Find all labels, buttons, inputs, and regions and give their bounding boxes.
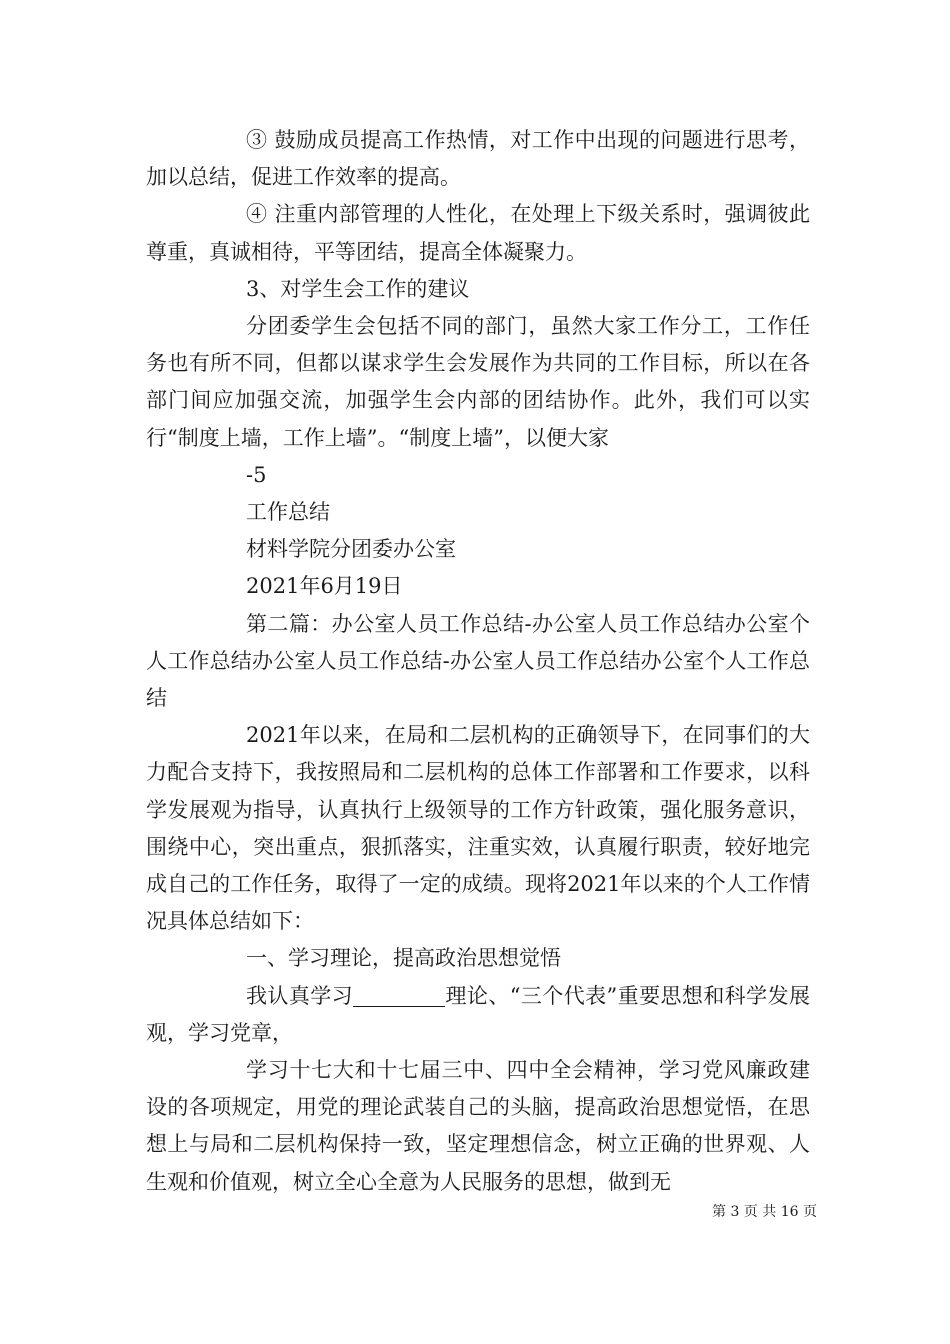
section-two-title: 第二篇：办公室人员工作总结-办公室人员工作总结办公室个人工作总结办公室人员工作总结-办公室人员工作总结办公室个人工作总结 [146,611,810,711]
paragraph-intro-2021: 2021年以来，在局和二层机构的正确领导下，在同事们的大力配合支持下，我按照局和二层机构的总体工作部署和工作要求，以科学发展观为指导，认真执行上级领导的工作方针政策，强化服务意识，围绕中心，突出重点，狠抓落实，注重实效，认真履行职责，较好地完成自己的工作任务，取得了一定的成绩。现将2021年以来的个人工作情况具体总结如下： [146,723,810,934]
study-text-before: 我认真学习 [246,983,354,1008]
closing-date: 2021年6月19日 [246,574,403,599]
closing-title: 工作总结 [246,500,330,525]
paragraph-study [146,978,810,1052]
paragraph-management: ④ 注重内部管理的人性化，在处理上下级关系时，强调彼此尊重，真诚相待，平等团结，提高全体凝聚力。 [146,202,810,264]
blank-line [353,985,445,1007]
page-footer: 第 3 页 共 16 页 [712,1204,817,1220]
paragraph-study-details: 学习十七大和十七届三中、四中全会精神，学习党风廉政建设的各项规定，用党的理论武装自己的头脑，提高政治思想觉悟，在思想上与局和二层机构保持一致，坚定理想信念，树立正确的世界观、人生观和价值观，树立全心全意为人民服务的思想，做到无 [146,1058,810,1194]
study-text-after: 理论、“三个代表”重要思想和科学发展观，学习党章， [146,983,810,1045]
heading-suggestions: 3、对学生会工作的建议 [246,276,470,301]
paragraph-departments: 分团委学生会包括不同的部门，虽然大家工作分工，工作任务也有所不同，但都以谋求学生会发展作为共同的工作目标，所以在各部门间应加强交流，加强学生会内部的团结协作。此外，我们可以实行“制度上墙，工作上墙”。“制度上墙”，以便大家 [146,314,810,450]
page-ref: -5 [246,462,267,487]
closing-office: 材料学院分团委办公室 [246,537,456,562]
document-body [146,122,810,1201]
heading-study-theory: 一、学习理论，提高政治思想觉悟 [246,946,561,971]
paragraph-encourage: ③ 鼓励成员提高工作热情，对工作中出现的问题进行思考，加以总结，促进工作效率的提高。 [146,128,810,190]
